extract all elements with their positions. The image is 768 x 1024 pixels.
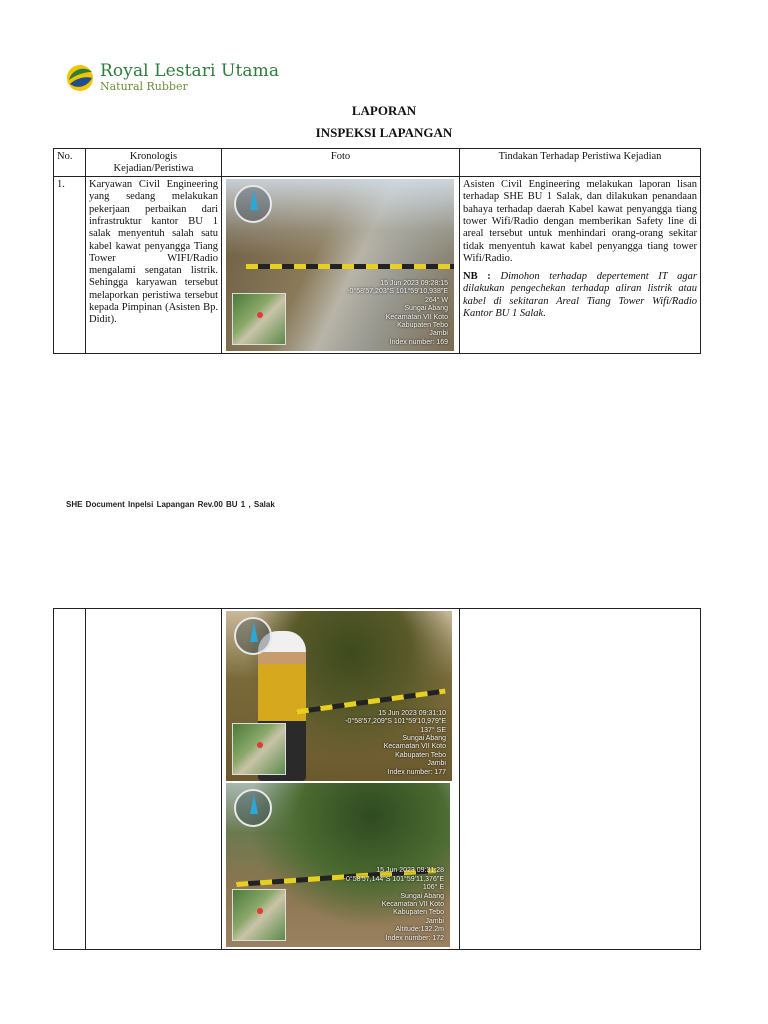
photo-stamp: 15 Jun 2023 09:28:15 -0°58'57,203"S 101°59'10,938"E 264° W Sungai Abang Kecamatan VII Koto Kabupaten Tebo Jambi Index number: 169 bbox=[347, 279, 448, 346]
photo-cell bbox=[222, 609, 460, 950]
inspection-table-continued bbox=[53, 608, 701, 950]
photo-stamp: 15 Jun 2023 09:31:28 -0°58'57,144"S 101°59'11,376"E 106° E Sungai Abang Kecamatan VII Koto Kabupaten Tebo Jambi Altitude:132.2m Index number: 172 bbox=[343, 867, 444, 942]
map-thumbnail bbox=[232, 889, 286, 941]
header-no: No. bbox=[54, 149, 86, 177]
map-thumbnail bbox=[232, 723, 286, 775]
safety-line bbox=[246, 264, 454, 269]
nb-note bbox=[463, 271, 697, 320]
photo-stamp: 15 Jun 2023 09:31:10 -0°58'57,209"S 101°59'10,979"E 137° SE Sungai Abang Kecamatan VII Koto Kabupaten Tebo Jambi Index number: 177 bbox=[345, 709, 446, 776]
tindakan-cell bbox=[460, 609, 701, 950]
compass-icon bbox=[234, 789, 272, 827]
table-header-row bbox=[54, 149, 701, 177]
header-foto: Foto bbox=[222, 149, 460, 177]
logo-name: Royal Lestari Utama bbox=[100, 61, 280, 81]
table-row bbox=[54, 177, 701, 354]
tindakan-cell bbox=[460, 177, 701, 354]
photo-cell bbox=[222, 177, 460, 354]
tindakan-text: Asisten Civil Engineering melakukan laporan lisan terhadap SHE BU 1 Salak, dan dilakukan penandaan bahaya terhadap daerah Kabel kawat penyangga tiang tower Wifi/Radio dengan memberikan Safety line di areal tersebut untuk menhindari orang-orang sekitar tidak menyentuh kawat kabel penyangga tiang tower Wifi/Radio. bbox=[463, 179, 697, 264]
leaf-logo-icon bbox=[66, 64, 94, 92]
inspection-photo-2 bbox=[226, 611, 452, 781]
row-number: 1. bbox=[54, 177, 86, 354]
inspection-table bbox=[53, 148, 701, 354]
table-row bbox=[54, 609, 701, 950]
nb-text: Dimohon terhadap depertement IT agar dilakukan pengechekan terhadap aliran listrik atau kabel di sekitaran Areal Tiang Tower Wifi/Radio Kantor BU 1 Salak. bbox=[463, 271, 697, 319]
report-subtitle: INSPEKSI LAPANGAN bbox=[315, 125, 453, 140]
document-footer: SHE Document Inpelsi Lapangan Rev.00 BU 1 , Salak bbox=[66, 500, 275, 509]
kronologis-cell bbox=[86, 609, 222, 950]
company-logo bbox=[66, 63, 279, 92]
row-number bbox=[54, 609, 86, 950]
report-title: LAPORAN bbox=[351, 103, 417, 118]
nb-label: NB : bbox=[463, 271, 491, 283]
header-kronologis: Kronologis Kejadian/Peristiwa bbox=[86, 149, 222, 177]
logo-subtitle: Natural Rubber bbox=[100, 80, 188, 93]
compass-icon bbox=[234, 617, 272, 655]
inspection-photo-1 bbox=[226, 179, 454, 351]
kronologis-text: Karyawan Civil Engineering yang sedang melakukan pekerjaan perbaikan dari infrastruktur kantor BU 1 salak menyentuh salah satu kabel kawat penyangga Tiang Tower WIFI/Radio mengalami sengatan listrik. Sehingga karyawan tersebut melaporkan peristiwa tersebut kepada Pimpinan (Asisten Bp. Didit). bbox=[86, 177, 222, 354]
map-thumbnail bbox=[232, 293, 286, 345]
compass-icon bbox=[234, 185, 272, 223]
header-tindakan: Tindakan Terhadap Peristiwa Kejadian bbox=[460, 149, 701, 177]
inspection-photo-3 bbox=[226, 783, 450, 947]
